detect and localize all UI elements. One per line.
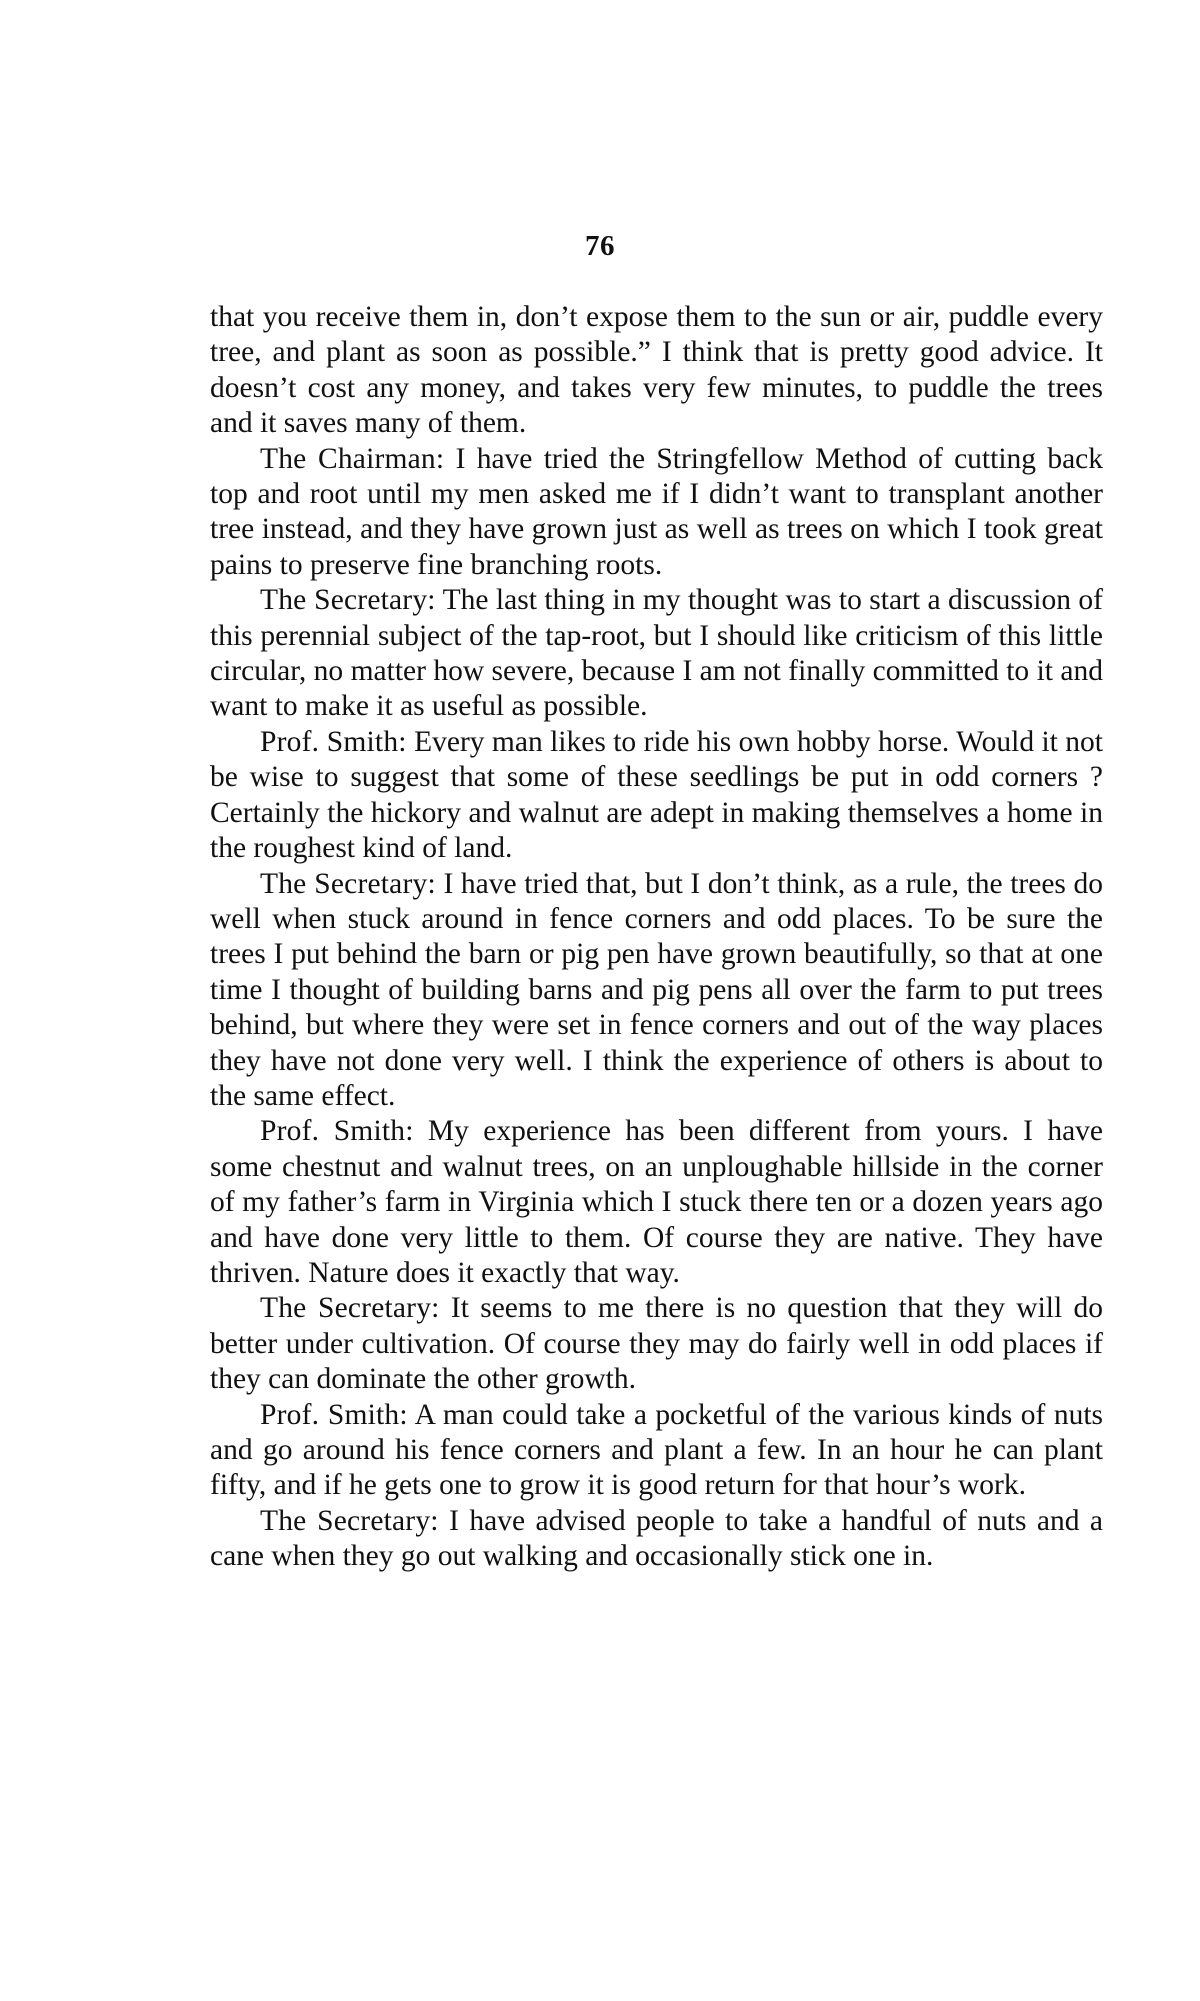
paragraph bbox=[210, 867, 1103, 1115]
speaker-name: Prof. Smith: bbox=[260, 1398, 408, 1431]
paragraph bbox=[210, 1504, 1103, 1575]
paragraph-text: It seems to me there is no question that they will do better under cultivation. Of course they may do fairly well in odd places if they can dominate the other growth. bbox=[210, 1292, 1104, 1396]
paragraph-text: A man could take a pocketful of the various kinds of nuts and go around his fence corners and plant a few. In an hour he can plant fifty, and if he gets one to grow it is good return for that hour’s work. bbox=[210, 1398, 1103, 1502]
paragraph bbox=[210, 442, 1103, 584]
speaker-name: The Secretary: bbox=[260, 1292, 440, 1325]
paragraph-text: The last thing in my thought was to start a discussion of this perennial subject of the tap-root, but I should like criticism of this little circular, no matter how severe, because I am not finally committed to it and want to make it as useful as possible. bbox=[210, 584, 1104, 723]
paragraph bbox=[210, 300, 1103, 442]
speaker-name: The Secretary: bbox=[260, 584, 436, 617]
paragraph-text: My experience has been different from yours. I have some chestnut and walnut trees, on an unploughable hillside in the corner of my father’s farm in Virginia which I stuck there ten or a dozen years ago and have done very little to them. Of course they are native. They have thriven. Nature does it exactly that way. bbox=[210, 1115, 1104, 1289]
paragraph bbox=[210, 1398, 1103, 1504]
paragraph bbox=[210, 725, 1103, 867]
paragraph-text: Every man likes to ride his own hobby horse. Would it not be wise to suggest that some of these seedlings be put in odd corners ? Certainly the hickory and walnut are adept in making themselves a home in the roughest kind of land. bbox=[210, 725, 1103, 865]
paragraph-text: I have tried that, but I don’t think, as a rule, the trees do well when stuck around in fence corners and odd places. To be sure the trees I put behind the barn or pig pen have grown beautifully, so that at one time I thought of building barns and pig pens all over the farm to put trees behind, but where they were set in fence corners and out of the way places they have not done very well. I think the experience of others is about to the same effect. bbox=[210, 867, 1104, 1112]
paragraph bbox=[210, 1291, 1103, 1397]
paragraph bbox=[210, 1114, 1103, 1291]
speaker-name: The Secretary: bbox=[260, 1504, 439, 1537]
paragraph-text: that you receive them in, don’t expose them to the sun or air, puddle every tree, and plant as soon as possible.” I think that is pretty good advice. It doesn’t cost any money, and takes very few minutes, to puddle the trees and it saves many of them. bbox=[210, 301, 1103, 440]
paragraph-text: I have tried the Stringfellow Method of cutting back top and root until my men asked me if I didn’t want to transplant another tree instead, and they have grown just as well as trees on which I took great pains to preserve fine branching roots. bbox=[210, 442, 1104, 581]
speaker-name: Prof. Smith: bbox=[260, 1115, 414, 1148]
paragraph-text: I have advised people to take a handful of nuts and a cane when they go out walking and occasionally stick one in. bbox=[210, 1504, 1104, 1573]
speaker-name: The Chairman: bbox=[260, 442, 445, 475]
speaker-name: Prof. Smith: bbox=[260, 725, 407, 758]
speaker-name: The Secretary: bbox=[260, 867, 436, 900]
page-body bbox=[210, 300, 1103, 1575]
paragraph bbox=[210, 583, 1103, 725]
page-number: 76 bbox=[585, 230, 615, 262]
